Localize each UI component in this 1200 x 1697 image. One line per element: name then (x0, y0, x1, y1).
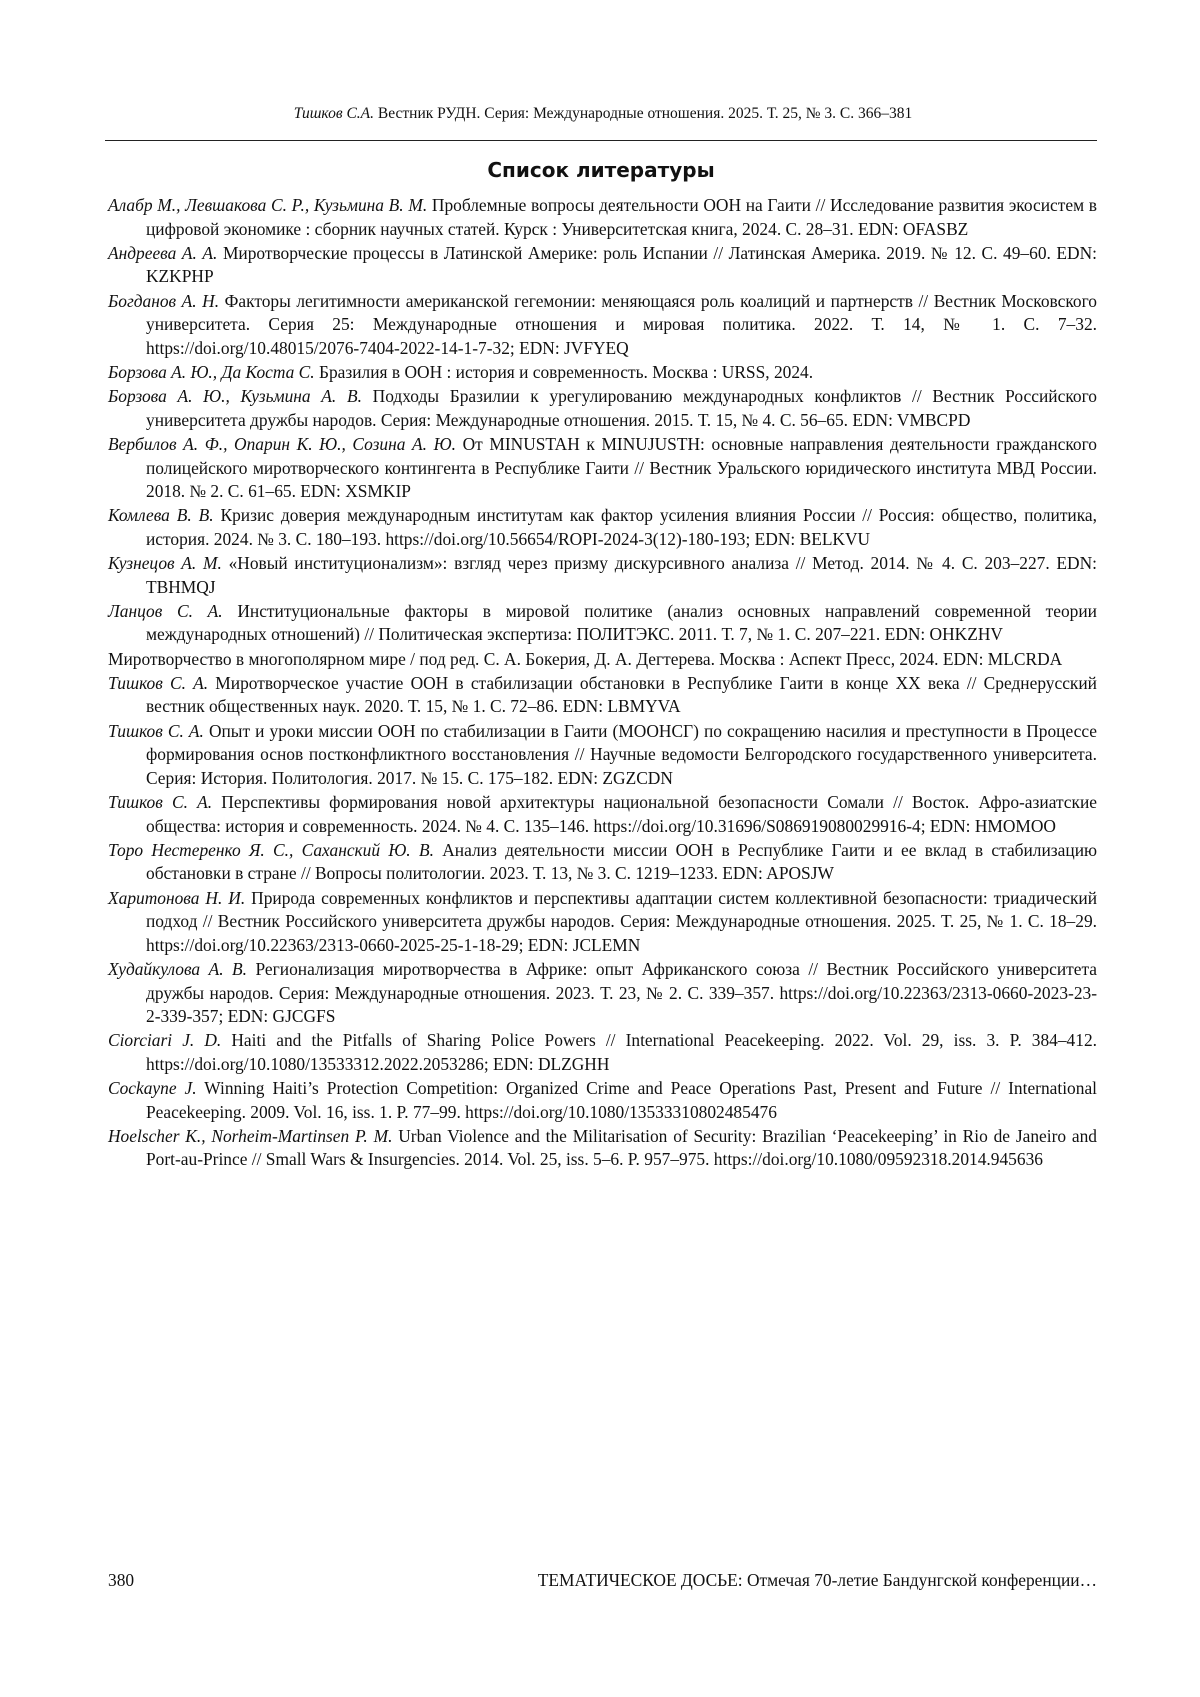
reference-text: Проблемные вопросы деятельности ООН на Гаити // Исследование развития экосистем в цифровой экономике : сборник научных статей. Курск : Университетская книга, 2024. С. 28–31. EDN: OFASBZ (146, 195, 1097, 239)
reference-authors: Харитонова Н. И. (108, 887, 246, 908)
reference-text: Регионализация миротворчества в Африке: опыт Африканского союза // Вестник Российского университета дружбы народов. Серия: Международные отношения. 2023. Т. 23, № 2. С. 339–357. https://doi.org/10.22363/2313-0660-2023-23-2-339-357; EDN: GJCGFS (146, 958, 1098, 1027)
reference-item (108, 242, 1097, 289)
reference-text: Анализ деятельности миссии ООН в Республике Гаити и ее вклад в стабилизацию обстановки в стране // Вопросы политологии. 2023. Т. 13, № 3. С. 1219–1233. EDN: APOSJW (146, 839, 1097, 884)
running-head-author: Тишков С.А. (293, 105, 375, 122)
reference-item (108, 600, 1097, 647)
reference-text: Природа современных конфликтов и перспективы адаптации систем коллективной безопасности: триадический подход // Вестник Российского университета дружбы народов. Серия: Международные отношения. 2025. Т. 25, № 1. С. 18–29. https://doi.org/10.22363/2313-0660-2025-25-1-18-29; EDN: JCLEMN (146, 887, 1098, 955)
reference-item (108, 672, 1097, 719)
reference-authors: Ciorciari J. D. (108, 1030, 222, 1051)
reference-authors: Вербилов А. Ф., Опарин К. Ю., Созина А. Ю. (108, 433, 456, 454)
reference-authors: Худайкулова А. В. (108, 958, 247, 979)
running-head (108, 104, 1098, 124)
reference-authors: Ланцов С. А. (108, 600, 223, 621)
reference-authors: Тишков С. А. (108, 791, 213, 812)
reference-item (108, 433, 1097, 504)
reference-item (108, 791, 1097, 838)
reference-text: Миротворческое участие ООН в стабилизации обстановки в Республике Гаити в конце XX века // Среднерусский вестник общественных наук. 2020. Т. 15, № 1. С. 72–86. EDN: LBMYVA (146, 672, 1097, 717)
reference-authors: Борзова А. Ю., Да Коста С. (108, 361, 315, 382)
reference-item (108, 1125, 1097, 1172)
reference-text: Миротворческие процессы в Латинской Америке: роль Испании // Латинская Америка. 2019. № 12. С. 49–60. EDN: KZKPHP (146, 242, 1097, 287)
running-head-citation: Вестник РУДН. Серия: Международные отношения. 2025. Т. 25, № 3. С. 366–381 (377, 105, 913, 122)
reference-authors: Тишков С. А. (108, 720, 204, 741)
reference-text: Бразилия в ООН : история и современность. Москва : URSS, 2024. (318, 361, 814, 382)
reference-authors: Тишков С. А. (108, 672, 209, 693)
reference-text: Winning Haiti’s Protection Competition: Organized Crime and Peace Operations Past, Present and Future // International Peacekeeping. 2009. Vol. 16, iss. 1. P. 77–99. https://doi.org/10.1080/13533310802485476 (146, 1078, 1097, 1122)
reference-authors: Алабр М., Левшакова С. Р., Кузьмина В. М. (108, 195, 428, 215)
reference-text: Urban Violence and the Militarisation of Security: Brazilian ‘Peacekeeping’ in Rio de Janeiro and Port-au-Prince // Small Wars & Insurgencies. 2014. Vol. 25, iss. 5–6. P. 957–975. https://doi.org/10.1080/09592318.2014.945636 (146, 1125, 1097, 1170)
reference-item (108, 385, 1097, 432)
footer-section-title: ТЕМАТИЧЕСКОЕ ДОСЬЕ: Отмечая 70-летие Бандунгской конференции… (537, 1570, 1097, 1590)
reference-item (108, 194, 1097, 241)
reference-item (108, 958, 1097, 1029)
reference-authors: Hoelscher K., Norheim-Martinsen P. M. (108, 1125, 393, 1146)
header-divider (105, 140, 1097, 141)
reference-item (108, 720, 1097, 791)
reference-text: Миротворчество в многополярном мире / под ред. С. А. Бокерия, Д. А. Дегтерева. Москва : Аспект Пресс, 2024. EDN: MLCRDA (108, 648, 1063, 669)
reference-authors: Cockayne J. (108, 1078, 197, 1099)
reference-item (108, 839, 1097, 886)
reference-authors: Кузнецов А. М. (108, 553, 222, 574)
reference-item (108, 552, 1097, 599)
reference-authors: Борзова А. Ю., Кузьмина А. В. (108, 386, 362, 407)
reference-text: «Новый институционализм»: взгляд через призму дискурсивного анализа // Метод. 2014. № 4. С. 203–227. EDN: TBHMQJ (146, 553, 1097, 597)
reference-authors: Андреева А. А. (108, 242, 218, 263)
reference-authors: Торо Нестеренко Я. С., Саханский Ю. В. (108, 839, 434, 860)
reference-text: Опыт и уроки миссии ООН по стабилизации в Гаити (МООНСГ) по сокращению насилия и преступности в Процессе формирования основ постконфликтного восстановления // Научные ведомости Белгородского государственного университета. Серия: История. Политология. 2017. № 15. С. 175–182. EDN: ZGZCDN (146, 720, 1097, 788)
reference-text: От MINUSTAH к MINUJUSTH: основные направления деятельности гражданского полицейского миротворческого контингента в Республике Гаити // Вестник Уральского юридического института МВД России. 2018. № 2. С. 61–65. EDN: XSMKIP (146, 433, 1098, 502)
reference-text: Haiti and the Pitfalls of Sharing Police Powers // International Peacekeeping. 2022. Vol. 29, iss. 3. P. 384–412. https://doi.org/10.1080/13533312.2022.2053286; EDN: DLZGHH (146, 1030, 1097, 1074)
reference-item (108, 361, 1097, 385)
reference-item (108, 887, 1097, 958)
reference-authors: Комлева В. В. (108, 505, 214, 526)
reference-text: Кризис доверия международным институтам как фактор усиления влияния России // Россия: общество, политика, история. 2024. № 3. С. 180–193. https://doi.org/10.56654/ROPI-2024-3(12)-180-193; EDN: BELKVU (146, 505, 1097, 549)
section-title: Список литературы (487, 158, 715, 182)
page-number: 380 (108, 1570, 135, 1590)
reference-item (108, 1029, 1097, 1076)
reference-authors: Богданов А. Н. (108, 290, 220, 311)
reference-item (108, 290, 1097, 361)
reference-list (108, 194, 1097, 1173)
reference-item (108, 504, 1097, 551)
reference-item (108, 648, 1097, 672)
reference-text: Институциональные факторы в мировой политике (анализ основных направлений современной теории международных отношений) // Политическая экспертиза: ПОЛИТЭКС. 2011. Т. 7, № 1. С. 207–221. EDN: OHKZHV (146, 600, 1097, 645)
reference-text: Перспективы формирования новой архитектуры национальной безопасности Сомали // Восток. Афро-азиатские общества: история и современность. 2024. № 4. С. 135–146. https://doi.org/10.31696/S086919080029916-4; EDN: HMOMOO (146, 791, 1097, 836)
reference-item (108, 1077, 1097, 1124)
reference-text: Факторы легитимности американской гегемонии: меняющаяся роль коалиций и партнерств // Вестник Московского университета. Серия 25: Международные отношения и мировая политика. 2022. Т. 14, № 1. С. 7–32. https://doi.org/10.48015/2076-7404-2022-14-1-7-32; EDN: JVFYEQ (146, 290, 1097, 358)
reference-text: Подходы Бразилии к урегулированию международных конфликтов // Вестник Российского университета дружбы народов. Серия: Международные отношения. 2015. Т. 15, № 4. С. 56–65. EDN: VMBCPD (146, 386, 1097, 430)
